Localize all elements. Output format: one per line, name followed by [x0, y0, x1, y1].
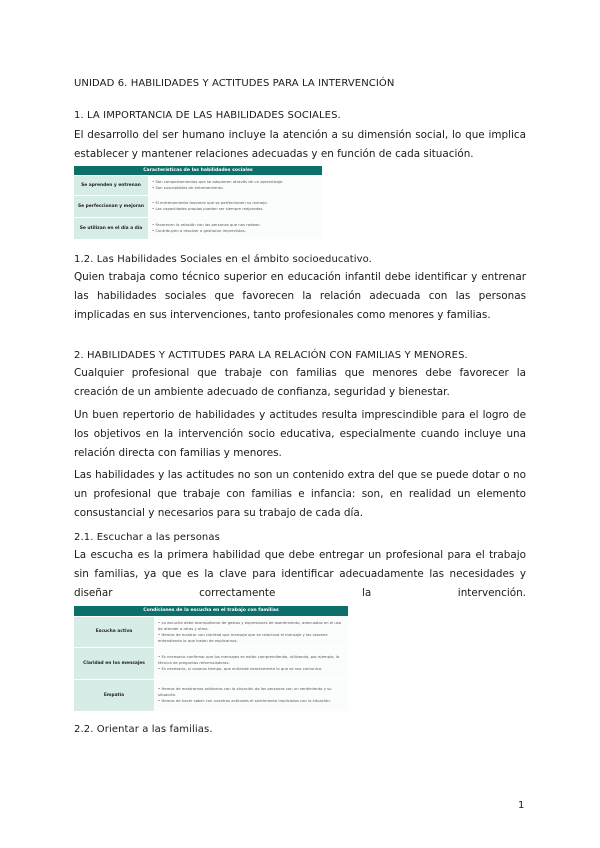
table-caption: Condiciones de la escucha en el trabajo con familias	[74, 606, 348, 616]
table-row-label: Se aprenden y entrenan	[74, 175, 148, 195]
section-1-2-paragraph: Quien trabaja como técnico superior en educación infantil debe identificar y entrenar las habilidades sociales que favorecen la relación adecuada con las personas implicadas en sus intervenciones, tanto profesionales como menores y familias.	[74, 271, 526, 321]
section-2-paragraph-1: Cualquier profesional que trabaje con familias que menores debe favorecer la creación de un ambiente adecuado de confianza, seguridad y bienestar.	[74, 367, 526, 398]
section-2-heading: 2. HABILIDADES Y ACTITUDES PARA LA RELACIÓN CON FAMILIAS Y MENORES.	[74, 350, 468, 361]
table-row-text: • Hemos de mostrarnos solidarios con la situación de las personas con un sentimiento y su situación. • Hemos de hacer saber con nuestras actitudes el sentimiento implicados con la situación.	[154, 679, 348, 711]
table-row-text: • El entrenamiento favorece que se perfeccionen su manejo. • Las capacidades propias pueden ser siempre mejoradas.	[148, 195, 322, 217]
table-row-label: Se perfeccionan y mejoran	[74, 195, 148, 217]
document-title: UNIDAD 6. HABILIDADES Y ACTITUDES PARA LA INTERVENCIÓN	[74, 78, 395, 89]
section-2-paragraph-3: Las habilidades y las actitudes no son un contenido extra del que se puede dotar o no un profesional que trabaje con familias e infancia: son, en realidad un elemento consustancial y necesarios para su trabajo de cada día.	[74, 469, 526, 519]
section-2-2-heading: 2.2. Orientar a las familias.	[74, 724, 213, 735]
section-1-heading: 1. LA IMPORTANCIA DE LAS HABILIDADES SOCIALES.	[74, 110, 341, 121]
page-number: 1	[518, 800, 525, 811]
table-row-text: • Favorecen la relación con las personas que nos rodean. • Contribuyen a resolver o gestionar imprevistos.	[148, 217, 322, 239]
table-row-text: • La escucha debe acompañarse de gestos y expresiones de asentimiento, adecuados en el uso de atender a otras y otros. • Hemos de mostrar con claridad que mensaje que se relaciona el mensaje y las razones entendiendo la que tratan de explicarnos.	[154, 616, 348, 647]
table-row-label: Claridad en los mensajes	[74, 647, 154, 679]
section-2-1-heading: 2.1. Escuchar a las personas	[74, 532, 220, 543]
escucha-condiciones-table	[74, 606, 348, 712]
section-2-1-paragraph: La escucha es la primera habilidad que debe entregar un profesional para el trabajo sin familias, ya que es la clave para identificar adecuadamente las necesidades y diseñar correctamente la intervención.	[74, 549, 526, 599]
table-row-text: • Es necesario confirmar que los mensajes se están comprendiendo, utilizando, por ejemplo, la técnica de preguntas reformuladoras. • Es necesario, si usamos tiempo, que entiende exactamente lo que se nos comunica.	[154, 647, 348, 679]
table-row-label: Se utilizan en el día a día	[74, 217, 148, 239]
table-row-label: Escucha activa	[74, 616, 154, 647]
table-row-text: • Son comportamientos que se adquieren através de un aprendizaje. • Son susceptibles de entrenamiento.	[148, 175, 322, 195]
section-1-paragraph: El desarrollo del ser humano incluye la atención a su dimensión social, lo que implica establecer y mantener relaciones adecuadas y en función de cada situación.	[74, 129, 526, 160]
section-2-paragraph-2: Un buen repertorio de habilidades y actitudes resulta imprescindible para el logro de los objetivos en la intervención socio educativa, especialmente cuando incluye una relación directa con familias y menores.	[74, 409, 526, 459]
habilidades-sociales-table	[74, 166, 322, 240]
section-1-2-heading: 1.2. Las Habilidades Sociales en el ámbito socioeducativo.	[74, 254, 372, 265]
table-row-label: Empatía	[74, 679, 154, 711]
table-caption: Características de las habilidades sociales	[74, 166, 322, 175]
